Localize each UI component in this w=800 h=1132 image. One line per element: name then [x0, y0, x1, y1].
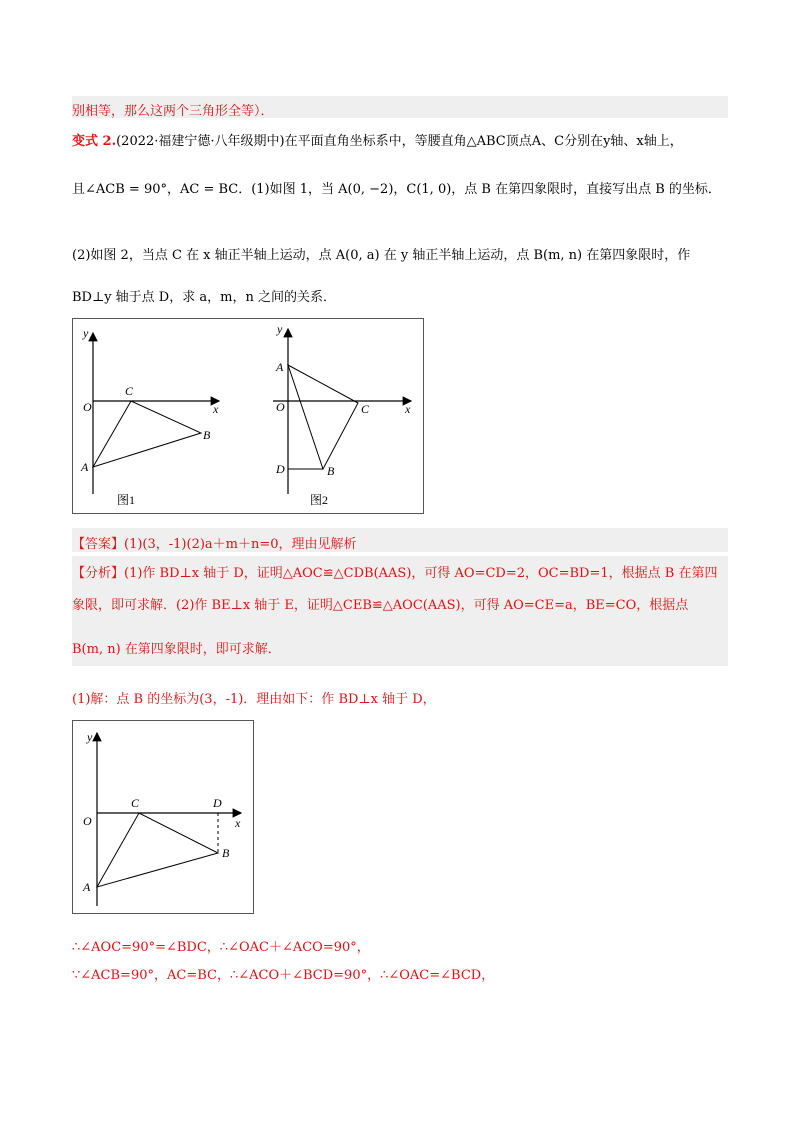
- fig1-label-C: C: [125, 384, 134, 398]
- fig3-label-A: A: [83, 880, 91, 894]
- analysis-line-2: 象限，即可求解．(2)作 BE⊥x 轴于 E，证明△CEB≌△AOC(AAS)，可得 AO=CE=a，BE=CO，根据点: [72, 598, 689, 613]
- problem-line-4: BD⊥y 轴于点 D，求 a，m，n 之间的关系．: [72, 290, 336, 305]
- figures-svg: [73, 319, 423, 513]
- fig3-label-x: x: [235, 816, 241, 830]
- fig2-triangle: [288, 365, 358, 469]
- fig2-label-B: B: [327, 464, 335, 478]
- answer-line: 【答案】(1)(3，-1)(2)a＋m＋n=0，理由见解析: [72, 537, 357, 552]
- fig2-label-O: O: [276, 400, 285, 414]
- fig3-label-C: C: [131, 796, 140, 810]
- fig3-label-D: D: [213, 796, 222, 810]
- fig2-label-y: y: [277, 322, 283, 336]
- fig1-triangle: [93, 401, 201, 467]
- problem-source: (2022·福建宁德·八年级期中): [116, 134, 285, 149]
- top-text: 别相等，那么这两个三角形全等）．: [72, 104, 274, 119]
- fig1-label-x: x: [213, 402, 219, 416]
- fig1-label-A: A: [81, 460, 89, 474]
- problem-text-1: 在平面直角坐标系中，等腰直角△ABC顶点A、C分别在y轴、x轴上，: [284, 134, 683, 149]
- fig1-label-y: y: [83, 326, 89, 340]
- fig1-label-O: O: [83, 400, 92, 414]
- solution-figure-box: [72, 720, 254, 914]
- fig3-label-B: B: [222, 846, 230, 860]
- fig2-label-D: D: [276, 462, 285, 476]
- solution-figure-svg: [73, 721, 253, 913]
- figure-box: [72, 318, 424, 514]
- solution-line-2: ∴∠AOC=90°=∠BDC，∴∠OAC＋∠ACO=90°，: [72, 940, 370, 955]
- solution-line-3: ∵∠ACB=90°，AC=BC，∴∠ACO＋∠BCD=90°，∴∠OAC=∠BCD，: [72, 968, 495, 983]
- figure-2: [273, 322, 411, 507]
- fig3-triangle: [97, 813, 218, 887]
- fig2-label-C: C: [361, 402, 370, 416]
- solution-line-1: (1)解：点 B 的坐标为(3，-1)．理由如下：作 BD⊥x 轴于 D，: [72, 692, 436, 707]
- fig3-label-O: O: [83, 814, 92, 828]
- fig3-label-y: y: [87, 730, 93, 744]
- fig1-caption: 图1: [117, 493, 136, 507]
- problem-line-1: [72, 130, 683, 149]
- fig1-label-B: B: [203, 428, 211, 442]
- problem-line-2: 且∠ACB = 90°，AC = BC．(1)如图 1，当 A(0, −2)，C(1, 0)，点 B 在第四象限时，直接写出点 B 的坐标．: [72, 182, 721, 197]
- problem-label: 变式 2.: [72, 134, 117, 149]
- analysis-line-1: 【分析】(1)作 BD⊥x 轴于 D，证明△AOC≌△CDB(AAS)，可得 AO=CD=2，OC=BD=1，根据点 B 在第四: [72, 566, 718, 581]
- fig2-caption: 图2: [310, 493, 329, 507]
- figure-1: [80, 326, 219, 507]
- fig2-label-x: x: [405, 402, 411, 416]
- problem-line-3: (2)如图 2，当点 C 在 x 轴正半轴上运动，点 A(0, a) 在 y 轴正半轴上运动，点 B(m, n) 在第四象限时，作: [72, 248, 691, 263]
- fig2-label-A: A: [276, 360, 284, 374]
- analysis-line-3: B(m, n) 在第四象限时，即可求解．: [72, 642, 281, 657]
